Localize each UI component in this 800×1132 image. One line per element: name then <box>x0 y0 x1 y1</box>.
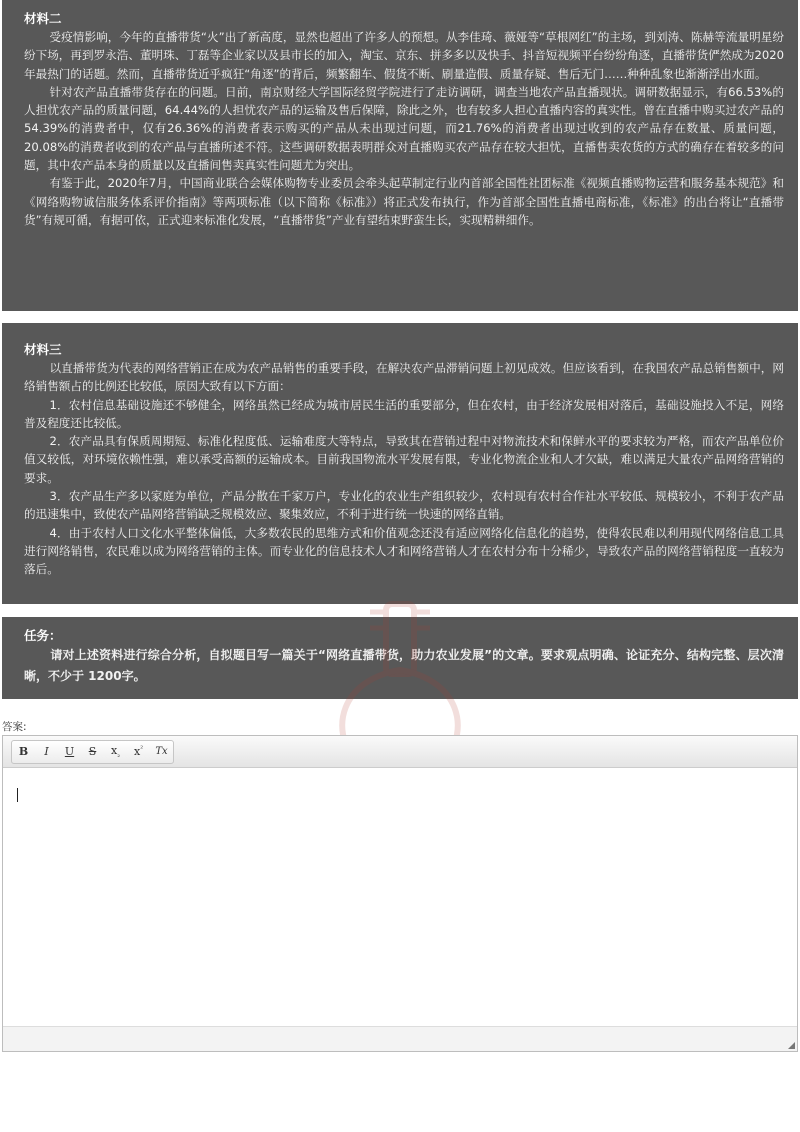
format-button-group <box>11 740 174 764</box>
italic-button[interactable] <box>35 741 58 763</box>
bold-icon: B <box>18 745 29 758</box>
answer-text-area[interactable] <box>3 769 797 1051</box>
material-2-paragraph: 针对农产品直播带货存在的问题。日前，南京财经大学国际经贸学院进行了走访调研，调查当地农产品直播现状。调研数据显示，有66.53%的人担忧农产品的质量问题，64.44%的人担忧农产品的运输及售后保障，除此之外，也有较多人担心直播内容的真实性。曾在直播中购买过农产品的54.39%的消费者中，仅有26.36%的消费者表示购买的产品从未出现过问题，而21.76%的消费者出现过收到的农产品存在数量、质量问题，20.08%的消费者收到的农产品与直播所述不符。这些调研数据表明群众对直播购买农产品存在较大担忧，直播售卖农货的方式的确存在着较多的问题，其中农产品本身的质量以及直播间售卖真实性问题尤为突出。 <box>24 84 784 173</box>
material-3-item: 4．由于农村人口文化水平整体偏低，大多数农民的思维方式和价值观念还没有适应网络化信息化的趋势，使得农民难以利用现代网络信息工具进行网络销售，农民难以成为网络营销的主体。而专业化的信息技术人才和网络营销人才在农村分布十分稀少，导致农产品的网络营销程度一直较为落后。 <box>24 525 784 577</box>
material-3-paragraph: 以直播带货为代表的网络营销正在成为农产品销售的重要手段，在解决农产品滞销问题上初见成效。但应该看到，在我国农产品总销售额中，网络销售额占的比例还比较低，原因大致有以下方面： <box>24 361 784 394</box>
editor-status-bar <box>3 1026 797 1051</box>
task-title: 任务： <box>24 628 62 643</box>
material-2-panel <box>2 0 798 311</box>
remove-format-icon: Tx <box>155 746 168 757</box>
answer-editor <box>2 735 798 1052</box>
superscript-base: x <box>133 745 141 758</box>
material-3-item: 2．农产品具有保质周期短、标准化程度低、运输难度大等特点，导致其在营销过程中对物流技术和保鲜水平的要求较为严格，而农产品单位价值又较低，对环境依赖性强，难以承受高额的运输成本。目前我国物流水平发展有限，专业化物流企业和人才欠缺，难以满足大量农产品网络营销的要求。 <box>24 434 784 485</box>
material-3-title: 材料三 <box>24 342 62 357</box>
strikethrough-button[interactable] <box>81 741 104 763</box>
subscript-base: x <box>110 744 118 757</box>
material-2-paragraph: 有鉴于此，2020年7月，中国商业联合会媒体购物专业委员会牵头起草制定行业内首部全国性社团标准《视频直播购物运营和服务基本规范》和《网络购物诚信服务体系评价指南》等两项标准（以下简称《标准》）将正式发布执行，作为首部全国性直播电商标准，《标准》的出台将让“直播带货”有规可循，有据可依，正式迎来标准化发展，“直播带货”产业有望结束野蛮生长，实现精耕细作。 <box>24 176 784 227</box>
strikethrough-icon: S <box>88 745 97 758</box>
subscript-icon <box>111 744 120 759</box>
task-text: 请对上述资料进行综合分析，自拟题目写一篇关于“网络直播带货，助力农业发展”的文章。要求观点明确、论证充分、结构完整、层次清晰，不少于 1200字。 <box>24 648 784 683</box>
answer-label: 答案: <box>2 721 27 733</box>
remove-format-button[interactable] <box>150 741 173 763</box>
material-3-item: 1．农村信息基础设施还不够健全，网络虽然已经成为城市居民生活的重要部分，但在农村，由于经济发展相对落后，基础设施投入不足，网络普及程度还比较低。 <box>24 397 784 430</box>
bold-button[interactable] <box>12 741 35 763</box>
resize-handle-icon[interactable] <box>788 1042 795 1049</box>
superscript-icon <box>134 745 143 758</box>
text-caret <box>17 788 18 802</box>
superscript-button[interactable] <box>127 741 150 763</box>
underline-button[interactable] <box>58 741 81 763</box>
superscript-mark: ² <box>140 745 144 753</box>
italic-icon: I <box>44 745 49 758</box>
material-3-item: 3．农产品生产多以家庭为单位，产品分散在千家万户，专业化的农业生产组织较少，农村现有农村合作社水平较低、规模较小，不利于农产品的迅速集中，致使农产品网络营销缺乏规模效应、聚集效应，不利于进行统一快速的网络直销。 <box>24 489 784 522</box>
task-panel <box>2 617 798 699</box>
material-2-paragraph: 受疫情影响，今年的直播带货“火”出了新高度，显然也超出了许多人的预想。从李佳琦、薇娅等“草根网红”的主场，到刘涛、陈赫等流量明星纷纷下场，再到罗永浩、董明珠、丁磊等企业家以及县市长的加入，淘宝、京东、拼多多以及快手、抖音短视频平台纷纷角逐，直播带货俨然成为2020年最热门的话题。然而，直播带货近乎疯狂“角逐”的背后，频繁翻车、假货不断、刷量造假、质量存疑、售后无门……种种乱象也渐渐浮出水面。 <box>24 30 784 81</box>
subscript-mark: ₂ <box>117 751 121 759</box>
subscript-button[interactable] <box>104 741 127 763</box>
underline-icon: U <box>64 745 75 758</box>
editor-toolbar <box>3 736 797 768</box>
material-3-panel <box>2 323 798 604</box>
material-2-title: 材料二 <box>24 11 62 26</box>
